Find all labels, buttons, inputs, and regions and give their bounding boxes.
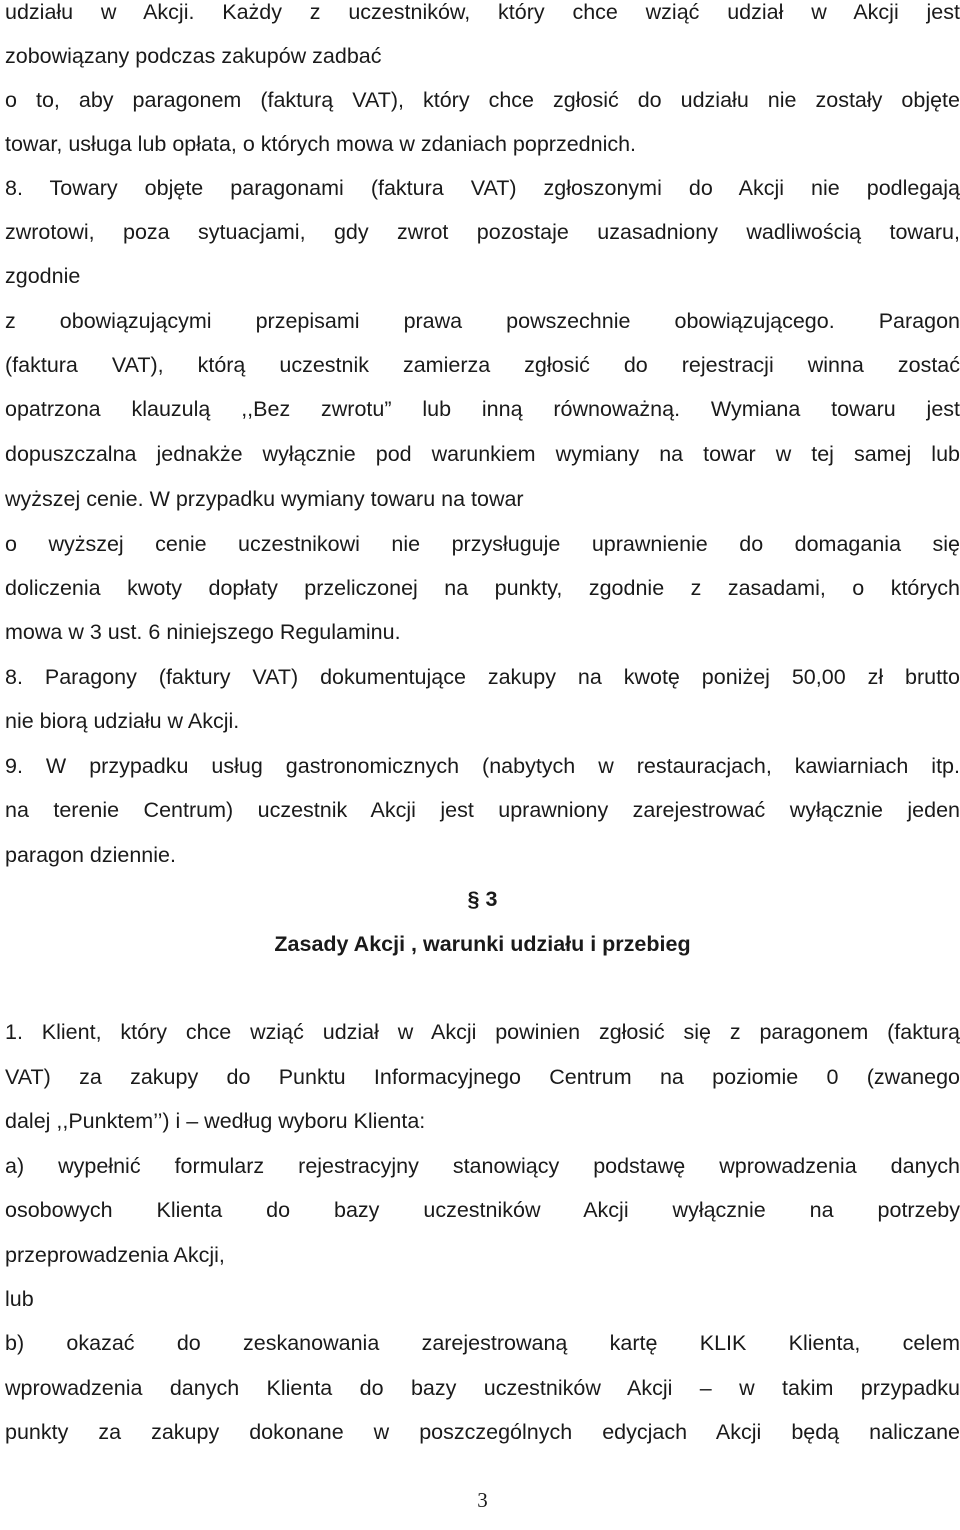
- paragraph-line: wyższej cenie. W przypadku wymiany towaru na towar: [5, 487, 524, 511]
- paragraph-line: opatrzona klauzulą ,,Bez zwrotu” lub inną równoważną. Wymiana towaru jest: [5, 397, 960, 421]
- paragraph-line: doliczenia kwoty dopłaty przeliczonej na punkty, zgodnie z zasadami, o których: [5, 576, 960, 600]
- paragraph-line: paragon dziennie.: [5, 843, 176, 867]
- document-page: [5, 0, 960, 1530]
- paragraph-line: zgodnie: [5, 264, 81, 288]
- paragraph-line: nie biorą udziału w Akcji.: [5, 709, 240, 733]
- paragraph-line: towar, usługa lub opłata, o których mowa w zdaniach poprzednich.: [5, 132, 637, 156]
- paragraph-line: przeprowadzenia Akcji,: [5, 1243, 225, 1267]
- paragraph-line: zobowiązany podczas zakupów zadbać: [5, 44, 382, 68]
- paragraph-line: (faktura VAT), którą uczestnik zamierza zgłosić do rejestracji winna zostać: [5, 353, 960, 377]
- paragraph-line: osobowych Klienta do bazy uczestników Akcji wyłącznie na potrzeby: [5, 1198, 960, 1222]
- paragraph-line: 8. Towary objęte paragonami (faktura VAT) zgłoszonymi do Akcji nie podlegają: [5, 176, 960, 200]
- paragraph-line: dopuszczalna jednakże wyłącznie pod warunkiem wymiany na towar w tej samej lub: [5, 442, 960, 466]
- paragraph-line: punkty za zakupy dokonane w poszczególnych edycjach Akcji będą naliczane: [5, 1420, 960, 1444]
- paragraph-line: 9. W przypadku usług gastronomicznych (nabytych w restauracjach, kawiarniach itp.: [5, 754, 960, 778]
- paragraph-line: o to, aby paragonem (fakturą VAT), który chce zgłosić do udziału nie zostały objęte: [5, 88, 960, 112]
- section-heading: Zasady Akcji , warunki udziału i przebieg: [274, 932, 691, 956]
- paragraph-line: 1. Klient, który chce wziąć udział w Akcji powinien zgłosić się z paragonem (fakturą: [5, 1020, 960, 1044]
- paragraph-line: b) okazać do zeskanowania zarejestrowaną kartę KLIK Klienta, celem: [5, 1331, 960, 1355]
- paragraph-line: wprowadzenia danych Klienta do bazy uczestników Akcji – w takim przypadku: [5, 1376, 960, 1400]
- section-number: § 3: [467, 887, 498, 911]
- paragraph-line: 8. Paragony (faktury VAT) dokumentujące zakupy na kwotę poniżej 50,00 zł brutto: [5, 665, 960, 689]
- paragraph-line: o wyższej cenie uczestnikowi nie przysługuje uprawnienie do domagania się: [5, 532, 960, 556]
- paragraph-line: na terenie Centrum) uczestnik Akcji jest uprawniony zarejestrować wyłącznie jeden: [5, 798, 960, 822]
- paragraph-line: mowa w 3 ust. 6 niniejszego Regulaminu.: [5, 620, 401, 644]
- paragraph-line: udziału w Akcji. Każdy z uczestników, który chce wziąć udział w Akcji jest: [5, 0, 960, 24]
- paragraph-line: z obowiązującymi przepisami prawa powszechnie obowiązującego. Paragon: [5, 309, 960, 333]
- paragraph-line: VAT) za zakupy do Punktu Informacyjnego Centrum na poziomie 0 (zwanego: [5, 1065, 960, 1089]
- paragraph-line: zwrotowi, poza sytuacjami, gdy zwrot pozostaje uzasadniony wadliwością towaru,: [5, 220, 960, 244]
- page-number: 3: [477, 1488, 488, 1512]
- paragraph-line: a) wypełnić formularz rejestracyjny stanowiący podstawę wprowadzenia danych: [5, 1154, 960, 1178]
- paragraph-line: lub: [5, 1287, 34, 1311]
- paragraph-line: dalej ,,Punktem’’) i – według wyboru Klienta:: [5, 1109, 426, 1133]
